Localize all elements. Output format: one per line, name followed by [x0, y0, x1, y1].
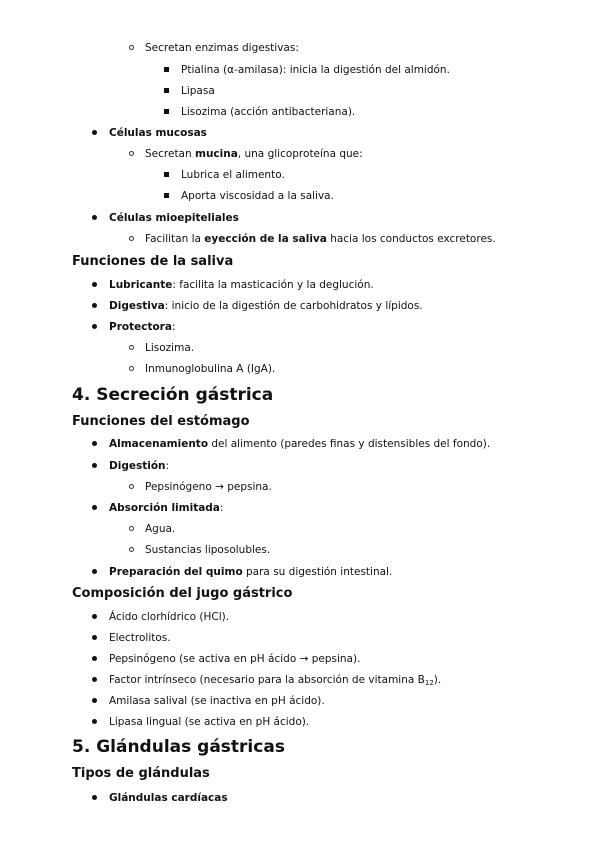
list-item: Sustancias liposolubles. [145, 544, 271, 556]
text-span: : [165, 460, 170, 472]
list-item [109, 299, 423, 313]
square-bullet-icon [164, 172, 169, 177]
list-item [109, 791, 228, 805]
disc-bullet-icon [92, 698, 97, 703]
digestion-label: Digestión [109, 460, 166, 472]
mucina-text: mucina [195, 148, 238, 160]
list-item [109, 565, 392, 579]
disc-bullet-icon [92, 441, 97, 446]
glandulas-cardiacas-label: Glándulas cardíacas [109, 792, 228, 804]
circle-bullet-icon [129, 366, 134, 371]
list-item: Lipasa lingual (se activa en pH ácido). [109, 716, 310, 728]
circle-bullet-icon [129, 236, 134, 241]
text-span: : facilita la masticación y la deglución. [172, 279, 374, 291]
ptialina-description: : inicia la digestión del almidón. [282, 64, 450, 76]
disc-bullet-icon [92, 505, 97, 510]
absorcion-label: Absorción limitada [109, 502, 220, 514]
disc-bullet-icon [92, 635, 97, 640]
list-item [181, 63, 450, 77]
text-span: para su digestión intestinal. [242, 566, 393, 578]
section-heading: Composición del jugo gástrico [72, 586, 293, 601]
disc-bullet-icon [92, 215, 97, 220]
disc-bullet-icon [92, 303, 97, 308]
protectora-label: Protectora [109, 321, 172, 333]
eyeccion-text: eyección de la saliva [204, 233, 327, 245]
list-item [145, 232, 496, 246]
disc-bullet-icon [92, 677, 97, 682]
text-span: hacia los conductos excretores. [326, 233, 496, 245]
circle-bullet-icon [129, 484, 134, 489]
list-item: Agua. [145, 523, 176, 535]
disc-bullet-icon [92, 569, 97, 574]
list-item: Inmunoglobulina A (IgA). [145, 363, 276, 375]
disc-bullet-icon [92, 719, 97, 724]
disc-bullet-icon [92, 614, 97, 619]
list-item: Amilasa salival (se inactiva en pH ácido). [109, 695, 325, 707]
section-heading: Tipos de glándulas [72, 766, 210, 781]
celulas-mucosas-label: Células mucosas [109, 127, 207, 139]
text-span: : [219, 502, 224, 514]
section-heading: Funciones de la saliva [72, 254, 234, 269]
text-span: Factor intrínseco (necesario para la absorción de vitamina B [109, 674, 425, 686]
list-item [109, 437, 490, 451]
circle-bullet-icon [129, 547, 134, 552]
text-span: , una glicoproteína que: [237, 148, 363, 160]
square-bullet-icon [164, 193, 169, 198]
disc-bullet-icon [92, 282, 97, 287]
disc-bullet-icon [92, 130, 97, 135]
section-heading: Funciones del estómago [72, 414, 250, 429]
text-span: Facilitan la [145, 233, 205, 245]
text-span: Secretan [145, 148, 195, 160]
circle-bullet-icon [129, 45, 134, 50]
list-item [109, 673, 441, 690]
square-bullet-icon [164, 67, 169, 72]
list-item: Lisozima. [145, 342, 195, 354]
celulas-mioepiteliales-label: Células mioepiteliales [109, 212, 239, 224]
disc-bullet-icon [92, 656, 97, 661]
text-span: : inicio de la digestión de carbohidratos y lípidos. [164, 300, 423, 312]
disc-bullet-icon [92, 324, 97, 329]
square-bullet-icon [164, 109, 169, 114]
list-item [109, 126, 207, 140]
list-item [145, 147, 363, 161]
list-item [109, 278, 374, 292]
disc-bullet-icon [92, 795, 97, 800]
list-item: Electrolitos. [109, 632, 171, 644]
disc-bullet-icon [92, 463, 97, 468]
digestiva-label: Digestiva [109, 300, 165, 312]
chapter-heading: 4. Secreción gástrica [72, 385, 274, 405]
text-span: del alimento (paredes finas y distensibles del fondo). [208, 438, 491, 450]
list-item: Secretan enzimas digestivas: [145, 42, 299, 54]
list-item [109, 320, 176, 334]
circle-bullet-icon [129, 526, 134, 531]
list-item: Lisozima (acción antibacteriana). [181, 106, 356, 118]
circle-bullet-icon [129, 345, 134, 350]
text-span: : [171, 321, 176, 333]
square-bullet-icon [164, 88, 169, 93]
subscript: 12 [424, 679, 434, 687]
chapter-heading: 5. Glándulas gástricas [72, 737, 285, 757]
list-item: Lipasa [181, 85, 215, 97]
list-item: Aporta viscosidad a la saliva. [181, 190, 334, 202]
list-item [109, 459, 169, 473]
list-item: Ácido clorhídrico (HCl). [109, 611, 230, 623]
ptialina-text: Ptialina (α-amilasa) [181, 64, 283, 76]
list-item: Pepsinógeno → pepsina. [145, 481, 272, 493]
almacenamiento-label: Almacenamiento [109, 438, 209, 450]
circle-bullet-icon [129, 151, 134, 156]
list-item: Lubrica el alimento. [181, 169, 285, 181]
list-item [109, 211, 239, 225]
text-span: ). [433, 674, 442, 686]
preparacion-label: Preparación del quimo [109, 566, 243, 578]
list-item [109, 501, 223, 515]
list-item: Pepsinógeno (se activa en pH ácido → pepsina). [109, 653, 361, 665]
lubricante-label: Lubricante [109, 279, 173, 291]
